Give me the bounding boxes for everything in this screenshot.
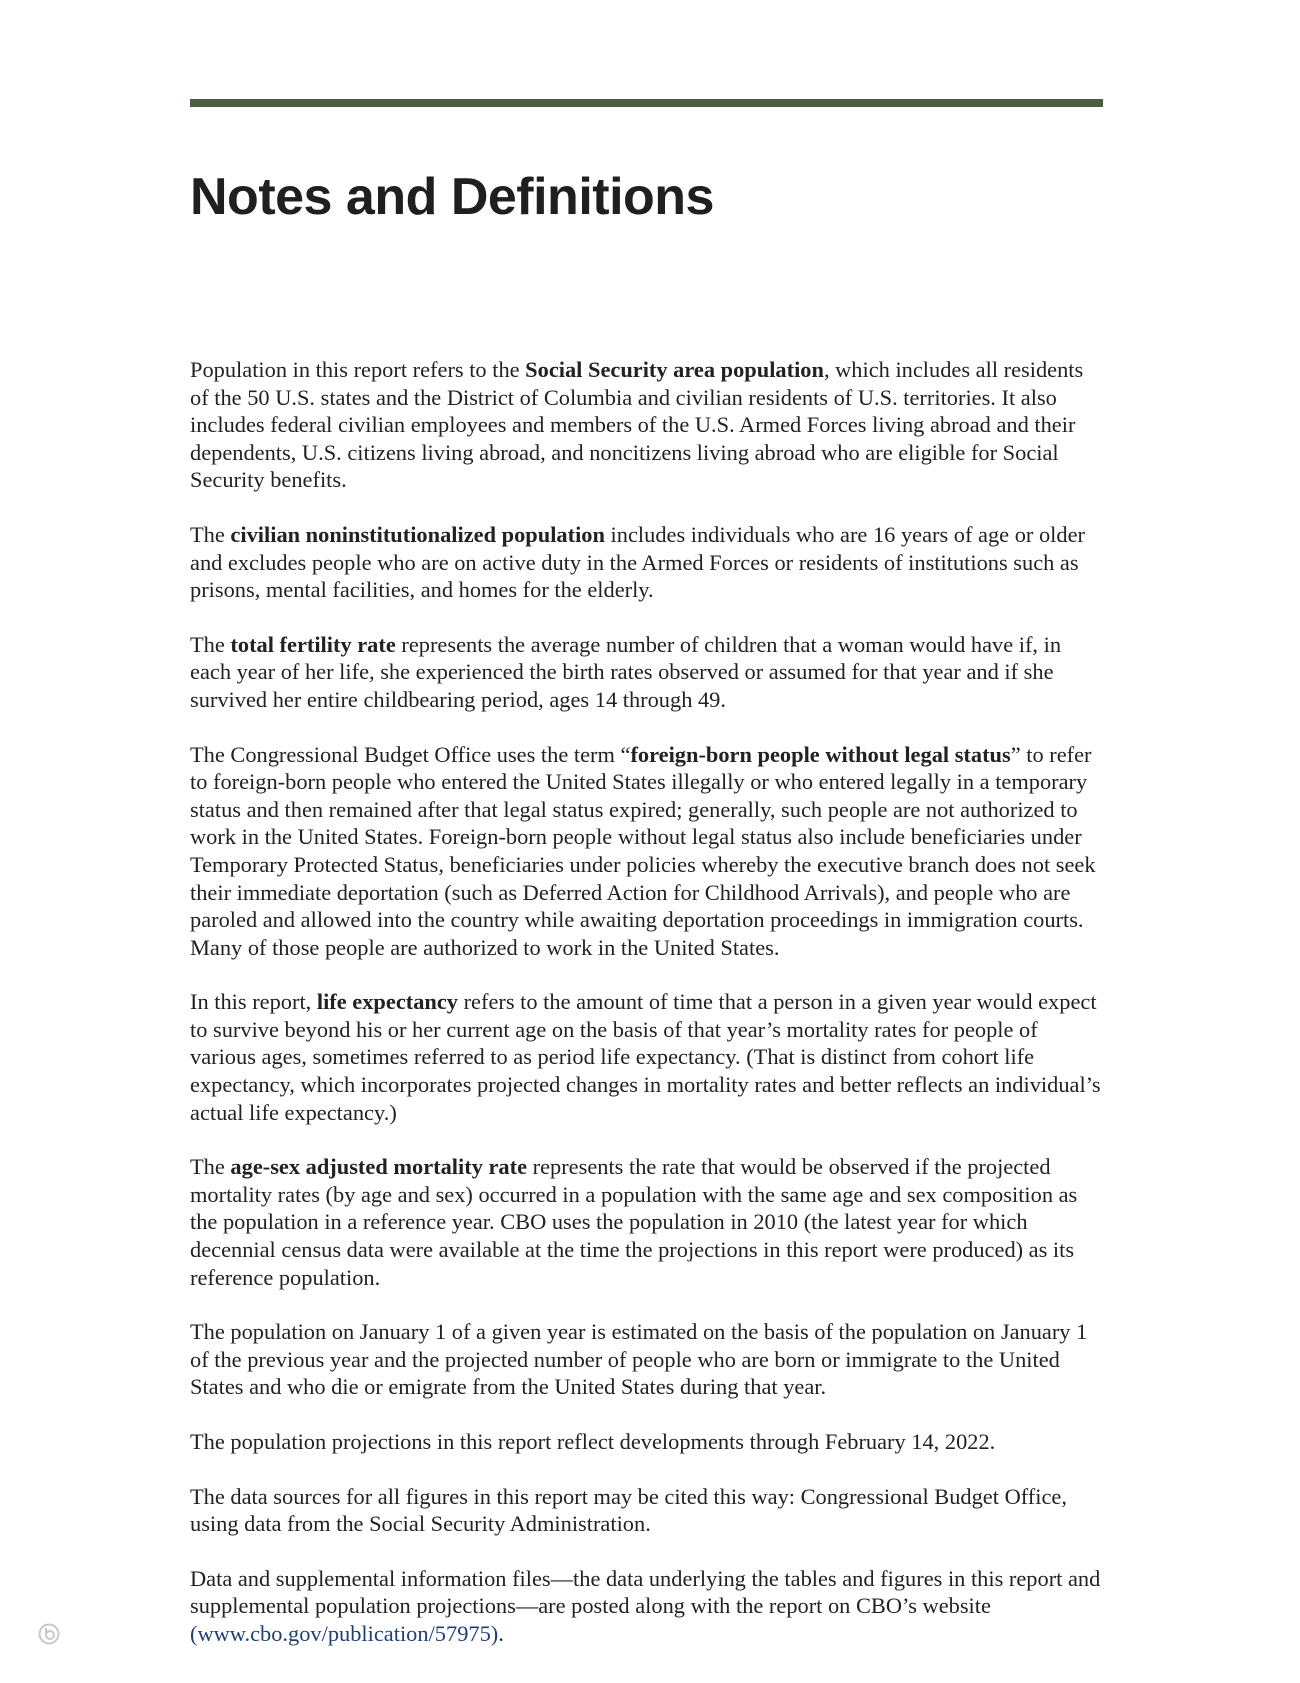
paragraph-data-sources: The data sources for all figures in this report may be cited this way: Congressional Budget Office, using data from the Social Security Administration. [190, 1483, 1067, 1537]
publication-link[interactable]: (www.cbo.gov/publication/57975) [190, 1620, 499, 1646]
paragraph-total-fertility-rate: The total fertility rate represents the average number of children that a woman would have if, in each year of her life, she experienced the birth rates observed or assumed for that year and if she survived her entire childbearing period, ages 14 through 49. [190, 631, 1062, 712]
paragraph-population-estimation: The population on January 1 of a given year is estimated on the basis of the population on January 1 of the previous year and the projected number of people who are born or immigrate to the United States and who die or emigrate from the United States during that year. [190, 1319, 1088, 1400]
definitions-body [190, 356, 1105, 1675]
paragraph-age-sex-adjusted-mortality-rate: The age-sex adjusted mortality rate represents the rate that would be observed if the projected mortality rates (by age and sex) occurred in a population with the same age and sex composition as the population in a reference year. CBO uses the population in 2010 (the latest year for which decennial census data were available at the time the projections in this report were produced) as its reference population. [190, 1154, 1078, 1290]
term-civilian-noninstitutionalized-population: civilian noninstitutionalized population [230, 521, 605, 547]
paragraph-civilian-noninstitutionalized-population: The civilian noninstitutionalized population includes individuals who are 16 years of age or older and excludes people who are on active duty in the Armed Forces or residents of institutions such as prisons, mental facilities, and homes for the elderly. [190, 521, 1085, 603]
cbo-logo-icon [38, 1623, 60, 1645]
term-foreign-born-without-legal-status: foreign-born people without legal status [630, 741, 1011, 767]
paragraph-life-expectancy: In this report, life expectancy refers to the amount of time that a person in a given year would expect to survive beyond his or her current age on the basis of that year’s mortality rates for people of various ages, sometimes referred to as period life expectancy. (That is distinct from cohort life expectancy, which incorporates projected changes in mortality rates and better reflects an individual’s actual life expectancy.) [190, 989, 1101, 1125]
page-title: Notes and Definitions [190, 168, 714, 226]
term-social-security-area-population: Social Security area population [525, 357, 824, 382]
term-life-expectancy: life expectancy [316, 989, 458, 1015]
paragraph-projection-date: The population projections in this report reflect developments through February 14, 2022. [190, 1429, 996, 1454]
paragraph-foreign-born-without-legal-status: The Congressional Budget Office uses the term “foreign-born people without legal status” to refer to foreign-born people who entered the United States illegally or who entered legally in a temporary status and then remained after that legal status expired; generally, such people are not authorized to work in the United States. Foreign-born people without legal status also include beneficiaries under Temporary Protected Status, beneficiaries under policies whereby the executive branch does not seek their immediate deportation (such as Deferred Action for Childhood Arrivals), and people who are paroled and allowed into the country while awaiting deportation proceedings in immigration courts. Many of those people are authorized to work in the United States. [190, 741, 1096, 960]
term-age-sex-adjusted-mortality-rate: age-sex adjusted mortality rate [230, 1154, 528, 1180]
paragraph-social-security-area-population: Population in this report refers to the Social Security area population, which includes all residents of the 50 U.S. states and the District of Columbia and civilian residents of U.S. territories. It also includes federal civilian employees and members of the U.S. Armed Forces living abroad and their dependents, U.S. citizens living abroad, and noncitizens living abroad who are eligible for Social Security benefits. [190, 357, 1084, 493]
term-total-fertility-rate: total fertility rate [230, 631, 396, 657]
paragraph-supplemental-files: Data and supplemental information files—the data underlying the tables and figures in this report and supplemental population projections—are posted along with the report on CBO’s website (www.cbo.gov/publication/57975). [190, 1565, 1101, 1646]
top-rule [190, 99, 1103, 107]
